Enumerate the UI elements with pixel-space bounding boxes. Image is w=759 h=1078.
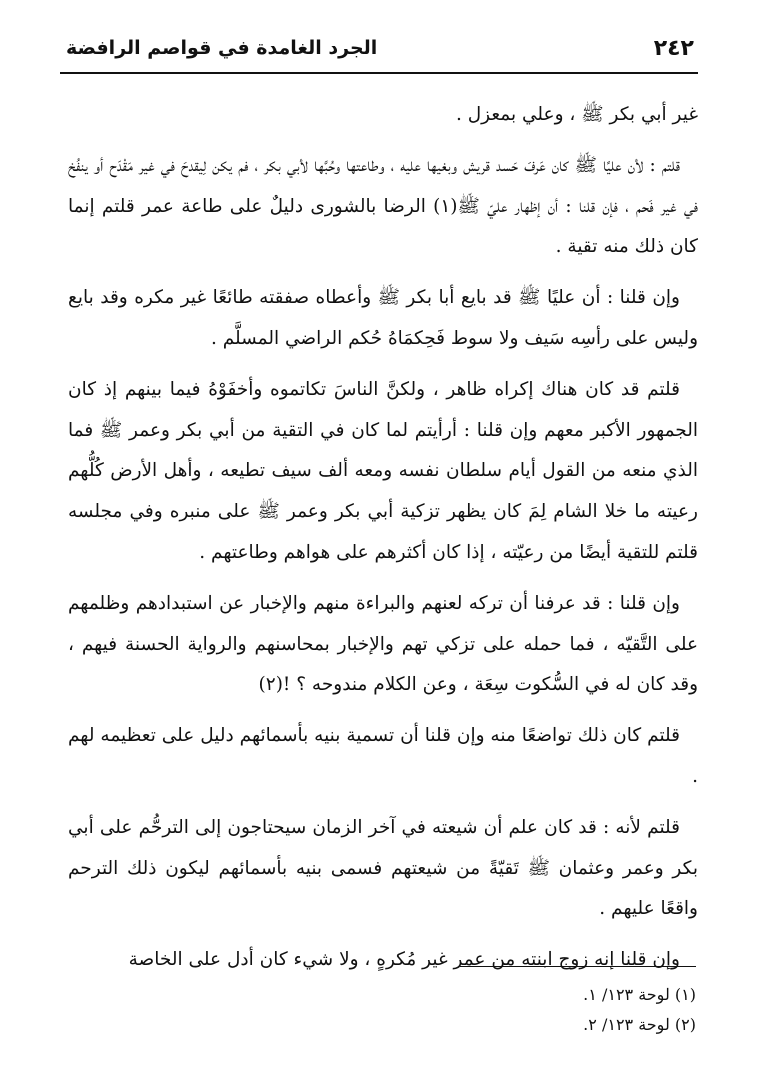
footnote-rule — [460, 966, 696, 967]
paragraph: غير أبي بكر ﷺ ، وعلي بمعزل . — [455, 104, 698, 125]
paragraph: قلتم : لأن عليًا ﷺ كان عَرفَ حَسد قريش وبغيها عليه ، وطاعتها وحُبَّها لأبي بكر ، فم يكن لِيقدحَ في غير مَقْدَح أو ينفُخ في غير فَحم ، فإن قلنا : أن إظهار عليّ ﷺ(١) الرضا بالشورى دليلٌ على طاعة عمر قلتم إنما كان ذلك منه تقية . — [68, 154, 698, 258]
page-number: ٢٤٢ — [653, 35, 694, 61]
paragraph: قلتم قد كان هناك إكراه ظاهر ، ولكنَّ الناسَ تكاتموه وأخفَوْهُ فيما بينهم إذ كان الجمهور الأكبر معهم وإن قلنا : أرأيتم لما كان في التقية من أبي بكر وعمر ﷺ فما الذي منعه من القول أيام سلطان نفسه ومعه ألف سيف تطيعه ، وأهل الأرض كُلُّهم رعيته ما خلا الشام لِمَ كان يظهر تزكية أبي بكر وعمر ﷺ على منبره وفي مجلسه قلتم للتقية أيضًا من رعيّته ، إذا كان أكثرهم على هواهم وطاعتهم . — [68, 378, 698, 563]
paragraph: وإن قلنا إنه زوج ابنته من عمر غير مُكرهٍ ، ولا شيء كان أدل على الخاصة — [128, 949, 680, 971]
page-header — [66, 30, 694, 66]
footnote: (١) لوحة ١٢٣/ ١. — [583, 985, 696, 1004]
paragraph: وإن قلنا : أن عليًا ﷺ قد بايع أبا بكر ﷺ وأعطاه صفقته طائعًا غير مكره وقد بايع وليس على رأسِه سَيف ولا سوط فَحِكمَاهُ حُكم الراضي المسلَّم . — [68, 287, 698, 349]
header-rule — [60, 72, 698, 74]
paragraph: قلتم لأنه : قد كان علم أن شيعته في آخر الزمان سيحتاجون إلى الترحُّم على أبي بكر وعمر وعثمان ﷺ تَقيّةً من شيعتهم فسمى بنيه بأسمائهم ليكون ذلك الترحم واقعًا عليهم . — [68, 816, 698, 920]
footnotes — [300, 980, 696, 1040]
paragraph: وإن قلنا : قد عرفنا أن تركه لعنهم والبراءة منهم والإخبار عن استبدادهم وظلمهم على التَّقيّه ، فما حمله على تزكي تهم والإخبار بمحاسنهم والرواية الحسنة فيهم ، وقد كان له في السُّكوت سِعَة ، وعن الكلام مندوحه ؟ !(٢) — [68, 592, 698, 696]
body-text — [68, 95, 698, 991]
running-title: الجرد الغامدة في قواصم الرافضة — [66, 37, 378, 59]
footnote: (٢) لوحة ١٢٣/ ٢. — [583, 1015, 696, 1034]
paragraph: قلتم كان ذلك تواضعًا منه وإن قلنا أن تسمية بنيه بأسمائهم دليل على تعظيمه لهم . — [68, 725, 698, 787]
